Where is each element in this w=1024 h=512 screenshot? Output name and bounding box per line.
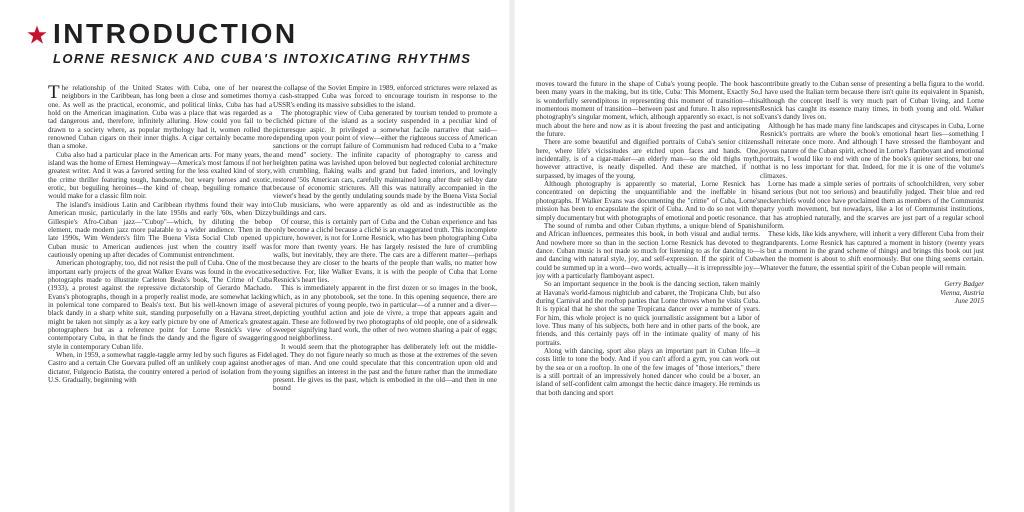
page-gutter <box>509 0 515 512</box>
paragraph: These kids, like kids anywhere, will inherit a very different Cuba from their grandparents. Lorne Resnick has captured a moment in history (twenty years is but a moment in the grand scheme of things) and brings this book out just when the moment is about to shift enormously. But one thing seems certain. Whatever the future, the essential spirit of the Cuban people will remain. <box>760 230 984 272</box>
paragraph: There are some beautiful and dignified portraits of Cuba's senior citizens here, where life's vicissitudes are etched upon faces and hands. One, incidentally, is of a cigar-maker—an elderly man—so the old thighs myth, however attractive, is neatly dispelled. And these are matched, if not surpassed, by images of the young. <box>536 138 760 180</box>
text-column-4 <box>760 80 984 508</box>
author-name: Gerry Badger <box>944 279 984 288</box>
author-place: Vienna, Austria <box>940 288 984 297</box>
author-signature <box>760 280 984 306</box>
paragraph: moves toward the future in the shape of Cuba's young people. The book has been many years in the making, but its title, Cuba: This Moment, Exactly So, is wonderfully serendipitous in representing this moment of transition—this momentous moment of transition—between past and future. It also represents photography's singular moment, which, although apparently so exact, is not so much about the here and now as it is about freezing the past and anticipating the future. <box>536 80 760 139</box>
text-column-3 <box>536 80 760 508</box>
drop-cap: T <box>48 84 60 103</box>
paragraph: Although photography is apparently so material, Lorne Resnick has concentrated on depicting the unquantifiable and the ineffable in his photographs. If Walker Evans was documenting the "crime" of Cuba, Lorne's mission has been to encapsulate the spirit of Cuba. And to do so not with the simply documentary but with photographs of emotional and poetic resonance. <box>536 180 760 222</box>
paragraph: Along with dancing, sport also plays an important part in Cuban life—it costs little to tone the body. And if you can't afford a gym, you can work out by the sea or on a rooftop. In one of the few images of "those interiors," there is a still portrait of an impressively honed dancer who could be a boxer, an island of self-confident calm amongst the hectic dance imagery. He reminds us that both dancing and sport <box>536 347 760 397</box>
paragraph: The sound of rumba and other Cuban rhythms, a unique blend of Spanish and African influences, permeates this book, in both visual and audial terms. And nowhere more so than in the section Lorne Resnick has devoted to the dance. Cuban music is not made so much for listening to as for dancing to—and dancing with natural style, joy, and self-expression. If the spirit of Cuba could be summed up in a word—two words, actually—it is irrepressible joy—joy with a particularly flamboyant aspect. <box>536 221 760 280</box>
text-column-2 <box>273 84 497 508</box>
paragraph: The photographic view of Cuba generated by tourism tended to promote a clichéd picture of the island as a society suspended in a peculiar kind of picturesque aspic. It privileged a somewhat facile narrative that said—depending upon your point of view—either the righteous success of American sanctions or the corrupt failure of Communism had reduced Cuba to a "make and mend" society. The infinite capacity of photography to caress and heighten patina was lavished upon beloved but neglected colonial architecture with crumbling, flaking walls and grand but faded interiors, and lovingly restored '50s American cars, carefully maintained long after their sell-by date because of economic strictures. All this was naturally accompanied in the viewer's head by the gently undulating sounds made by the Buena Vista Social Club musicians, who were apparently as old and as indestructible as the buildings and cars. <box>273 109 497 218</box>
paragraph: Of course, this is certainly part of Cuba and the Cuban experience and has only become a cliché because a cliché is an exaggerated truth. This incomplete picture, however, is not for Lorne Resnick, who has been photographing Cuba for more than twenty years. He has largely resisted the lure of crumbling walls, but inevitably, they are there. The cars are a different matter—perhaps because they are closer to the hearts of the people than walls, no matter how seductive. For, like Walker Evans, it is with the people of Cuba that Lorne Resnick's heart lies. <box>273 217 497 284</box>
page-title: INTRODUCTION <box>53 18 298 49</box>
paragraph: When, in 1959, a somewhat raggle-taggle army led by such figures as Fidel Castro and a certain Che Guevara pulled off an unlikely coup against another dictator, Fulgencio Batista, the country entered a period of isolation from the U.S. Gradually, beginning with <box>48 351 272 385</box>
paragraph: American photography, too, did not resist the pull of Cuba. One of the most important early projects of the great Walker Evans was found in the evocative photographs made to illustrate Carleton Beals's book, The Crime of Cuba (1933), a protest against the repressive dictatorship of Gerardo Machado. Evans's photographs, though in a properly realist mode, are somewhat lacking in polemical tone compared to Beals's text. But his well-known image of a black dandy in a sharp white suit, standing purposefully on a Havana street, might be taken not simply as a key early picture by one of America's greatest photographers but as a reference point for Lorne Resnick's view of contemporary Cuba, in that he finds the dandy and the figure of swaggering style in contemporary Cuban life. <box>48 259 272 351</box>
star-icon <box>27 25 47 45</box>
paragraph-text: he relationship of the United States with Cuba, one of her nearest neighbors in the Caribbean, has long been a close and sometimes thorny one. As well as the practical, economic, and political links, Cuba has had a hold on the American imagination. Cuba was a place that was regarded as a tad dangerous and, therefore, infinitely alluring. How could you fail to be drawn to a society where, as popular mythology had it, women rolled the renowned Cuban cigars on their inner thighs. A cigar certainly became more than a smoke. <box>48 84 272 151</box>
paragraph: Although he has made many fine landscapes and cityscapes in Cuba, Lorne Resnick's portraits are where the book's emotional heart lies—something I shall reiterate once more. And although I have stressed the flamboyant and joyous nature of the Cuban spirit, echoed in Lorne's flamboyant and emotional portraits, I would like to end with one of the book's quieter sections, but one that is no less important for that. Indeed, for me it is one of the volume's climaxes. <box>760 121 984 180</box>
page-subtitle: LORNE RESNICK AND CUBA'S INTOXICATING RHYTHMS <box>53 51 472 66</box>
paragraph: This is immediately apparent in the first dozen or so images in the book, which, as in any photobook, set the tone. In this opening sequence, there are several pictures of young people, two in particular—of a runner and a diver—depicting youthful action and joie de vivre, a trope that appears again and again. These are followed by two photographs of old people, one of a sidewalk sweeper signifying hard work, the other of two women sharing a pair of eggs; good neighborliness. <box>273 284 497 343</box>
paragraph: So an important sequence in the book is the dancing section, taken mainly at Havana's world-famous nightclub and cabaret, the Tropicana Club, but also during Carnival and the rooftop parties that Lorne throws when he visits Cuba. It is typical that he shot the same Tropicana dancer over a number of years. For him, this whole project is no quick journalistic assignment but a labor of love. Thus many of his subjects, both here and in other parts of the book, are friends, and this certainly pays off in the intimate quality of many of his portraits. <box>536 280 760 347</box>
text-column-1 <box>48 84 272 508</box>
paragraph: Lorne has made a simple series of portraits of schoolchildren, very sober and serious (but not too serious) and beautifully judged. Their blue and red neckerchiefs would once have proclaimed them as members of the Communist party youth movement, but nowadays, like a lot of Communist institutions, that has atrophied naturally, and the scarves are just part of a regular school uniform. <box>760 180 984 230</box>
paragraph: contribute greatly to the Cuban sense of presenting a bella figura to the world. I have used the Italian term because there isn't quite its equivalent in Spanish, although the concept itself is very much part of Cuban living, and Lorne Resnick has caught its essence many times, in both young and old. Walker Evans's dandy lives on. <box>760 80 984 122</box>
paragraph: It would seem that the photographer has deliberately left out the middle-aged. They do not figure nearly so much as those at the extremes of the seven ages of man. And one could speculate that this concentration upon old and young signifies an interest in the past and the future rather than the immediate present. He gives us the past, which is embodied in the old—and then in one bound <box>273 342 497 393</box>
paragraph: Cuba also had a particular place in the American arts. For many years, the island was the home of Ernest Hemingway—America's most famous if not her greatest writer. And it was a favored setting for the less exalted kind of story, the crime thriller featuring tough, handsome, but weary heroes and exotic, erotic, but beguiling heroines—the kind of cheap, beguiling romance that would make for a classic film noir. <box>48 150 272 201</box>
author-date: June 2015 <box>954 297 984 306</box>
paragraph: the collapse of the Soviet Empire in 1989, enforced strictures were relaxed as a cash-strapped Cuba was forced to encourage tourism in response to the USSR's ending its massive subsidies to the island. <box>273 84 497 109</box>
paragraph <box>48 84 272 151</box>
paragraph: The island's insidious Latin and Caribbean rhythms found their way into American music, particularly in the late 1950s and early '60s, when Dizzy Gillespie's Afro-Cuban jazz—"Cubop"—which, by diluting the bebop element, made modern jazz more palatable to a wider audience. Then in the late 1990s, Wim Wenders's film The Buena Vista Social Club opened up Cuban music to American audiences just when the country itself was cautiously opening up after decades of Communist entrenchment. <box>48 200 272 259</box>
